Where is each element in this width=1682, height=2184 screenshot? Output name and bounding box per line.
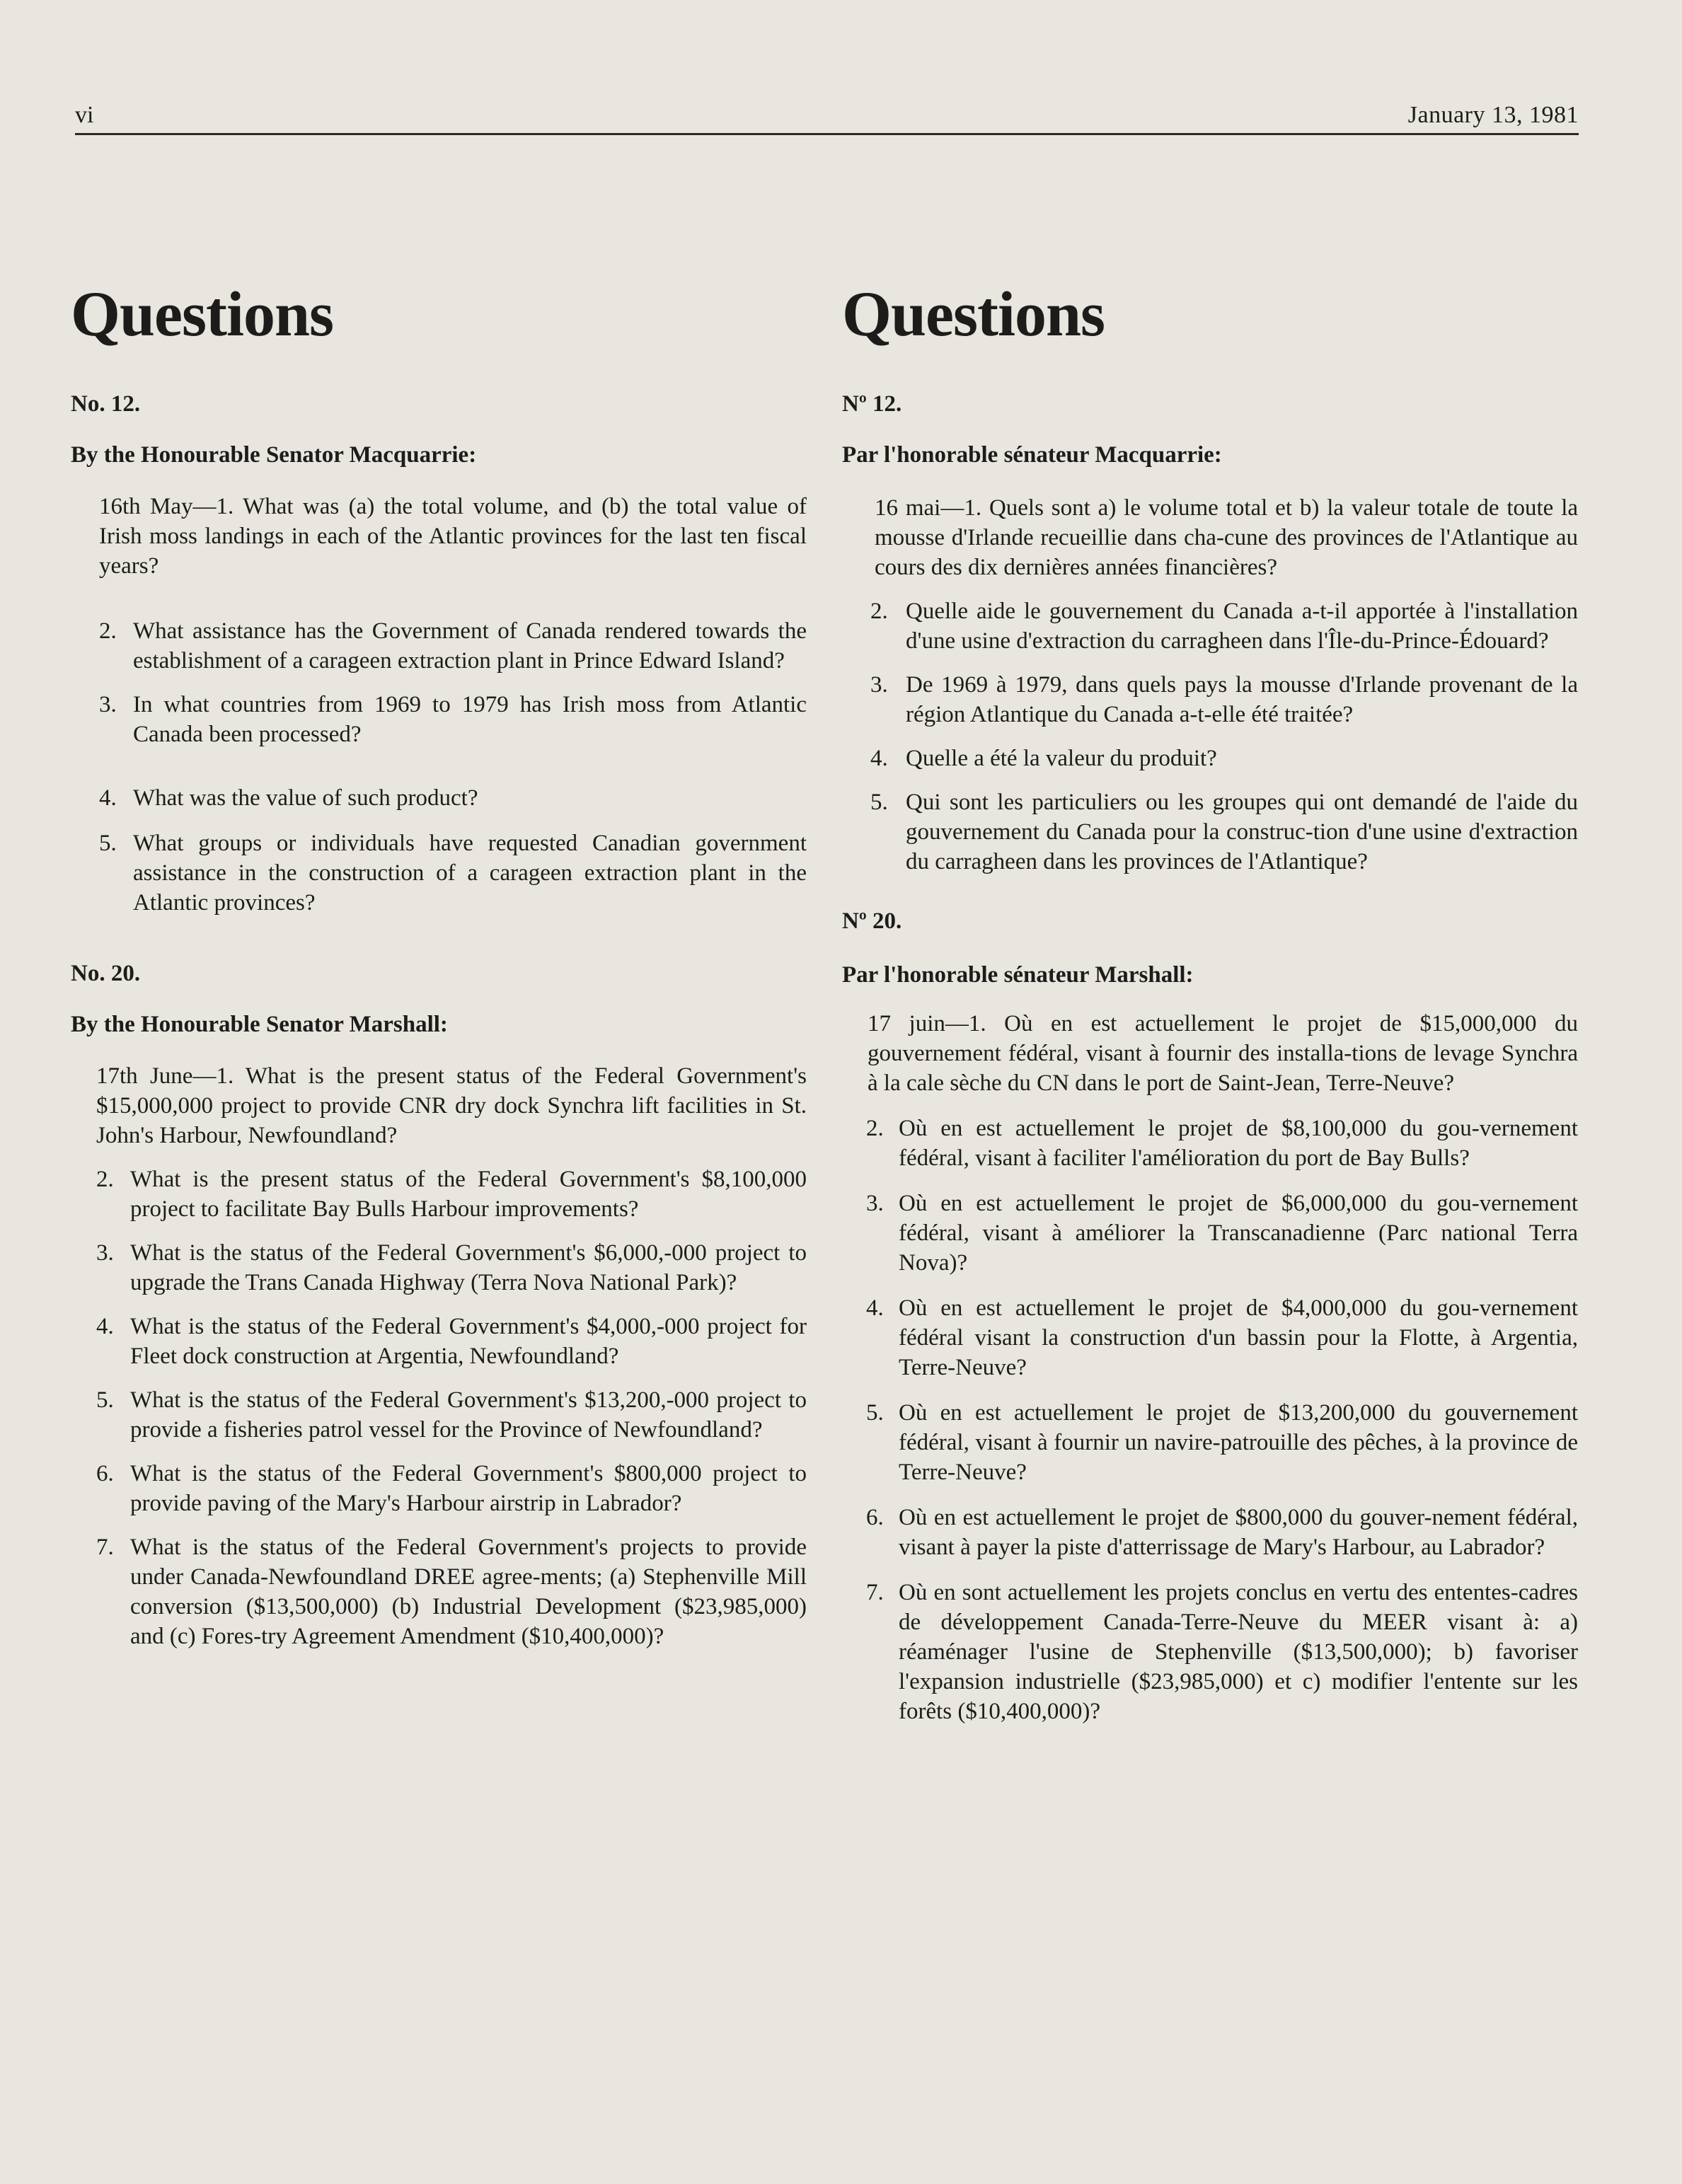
- item-text: What assistance has the Government of Canada rendered towards the establishment of a carageen extraction plant in Prince Edward Island?: [133, 618, 807, 674]
- question-item: [71, 1061, 807, 1150]
- item-text: What is the status of the Federal Government's $800,000 project to provide paving of the Mary's Harbour airstrip in Labrador?: [130, 1461, 807, 1517]
- item-text: Quels sont a) le volume total et b) la valeur totale de toute la mousse d'Irlande recueillie dans cha-cune des provinces de l'Atlantique au cours des dix dernières années financières?: [875, 495, 1579, 581]
- item-text: In what countries from 1969 to 1979 has Irish moss from Atlantic Canada been processed?: [133, 692, 807, 748]
- item-number: 4.: [99, 785, 117, 811]
- question-item: [842, 596, 1578, 656]
- item-number: 2.: [870, 599, 888, 625]
- question-item: [71, 1165, 807, 1224]
- item-lead: 17 juin—1.: [868, 1011, 986, 1037]
- item-text: Où en est actuellement le projet de $13,200,000 du gouvernement fédéral, visant à fournir un navire-patrouille des pêches, à la province de Terre-Neuve?: [899, 1400, 1578, 1486]
- section-title: Questions: [842, 279, 1105, 349]
- item-text: What was the value of such product?: [133, 785, 478, 811]
- item-lead: 17th June—1.: [96, 1063, 234, 1090]
- item-text: What was (a) the total volume, and (b) the total value of Irish moss landings in each of the Atlantic provinces for the last ten fiscal years?: [99, 494, 807, 579]
- item-text: De 1969 à 1979, dans quels pays la mousse d'Irlande provenant de la région Atlantique du Canada a-t-elle été traitée?: [906, 672, 1578, 728]
- item-text: What is the status of the Federal Government's $4,000,-000 project for Fleet dock construction at Argentia, Newfoundland?: [130, 1314, 807, 1370]
- asked-by: Par l'honorable sénateur Macquarrie:: [842, 441, 1222, 468]
- item-number: 2.: [96, 1167, 114, 1193]
- asked-by: Par l'honorable sénateur Marshall:: [842, 961, 1194, 988]
- item-text: What is the status of the Federal Government's $6,000,-000 project to upgrade the Trans Canada Highway (Terra Nova National Park)?: [130, 1240, 807, 1296]
- question-item: [71, 828, 807, 918]
- english-column: [71, 279, 807, 1651]
- french-column: [842, 279, 1579, 1726]
- item-number: 7.: [866, 1580, 884, 1606]
- item-number: 3.: [866, 1191, 884, 1217]
- item-text: Où en sont actuellement les projets conclus en vertu des ententes-cadres de développement Canada-Terre-Neuve du MEER visant à: a) réaménager l'usine de Stephenville ($13,500,000); b) favoriser l'expansion industrielle ($23,985,000) et c) modifier l'entente sur les forêts ($10,400,000)?: [899, 1580, 1578, 1725]
- item-text: Où en est actuellement le projet de $8,100,000 du gou-vernement fédéral, visant à faciliter l'amélioration du port de Bay Bulls?: [899, 1116, 1578, 1172]
- question-item: [71, 1238, 807, 1298]
- item-number: 3.: [99, 692, 117, 718]
- item-number: 2.: [99, 618, 117, 645]
- item-number: 2.: [866, 1116, 884, 1142]
- item-text: What is the status of the Federal Government's $13,200,-000 project to provide a fisheries patrol vessel for the Province of Newfoundland?: [130, 1387, 807, 1443]
- asked-by: By the Honourable Senator Marshall:: [71, 1011, 448, 1037]
- item-text: Où en est actuellement le projet de $6,000,000 du gou-vernement fédéral, visant à améliorer la Transcanadienne (Parc national Terra Nova)?: [899, 1191, 1578, 1276]
- question-item: [71, 1385, 807, 1445]
- item-number: 4.: [96, 1314, 114, 1340]
- item-text: What groups or individuals have requested Canadian government assistance in the construction of a carageen extraction plant in the Atlantic provinces?: [133, 831, 807, 916]
- item-number: 4.: [870, 746, 888, 772]
- item-number: 6.: [866, 1505, 884, 1531]
- question-item: [71, 1532, 807, 1651]
- item-text: Où en est actuellement le projet de $800,000 du gouver-nement fédéral, visant à payer la piste d'atterrissage de Mary's Harbour, au Labrador?: [899, 1505, 1578, 1561]
- question-item: [842, 1503, 1578, 1562]
- question-number: No. 20.: [71, 961, 141, 987]
- question-item: [71, 783, 807, 813]
- question-item: [71, 1312, 807, 1371]
- item-text: What is the present status of the Federal Government's $15,000,000 project to provide CNR dry dock Synchra lift facilities in St. John's Harbour, Newfoundland?: [96, 1063, 807, 1149]
- item-text: What is the status of the Federal Government's projects to provide under Canada-Newfoundland DREE agree-ments; (a) Stephenville Mill conversion ($13,500,000) (b) Industrial Development ($23,985,000) and (c) Fores-try Agreement Amendment ($10,400,000)?: [130, 1535, 807, 1650]
- item-text: What is the present status of the Federal Government's $8,100,000 project to facilitate Bay Bulls Harbour improvements?: [130, 1167, 807, 1223]
- item-text: Quelle aide le gouvernement du Canada a-t-il apportée à l'installation d'une usine d'extraction du carragheen dans l'Île-du-Prince-Édouard?: [906, 599, 1578, 654]
- item-number: 5.: [870, 790, 888, 816]
- item-number: 5.: [866, 1400, 884, 1426]
- question-item: [842, 1009, 1578, 1098]
- question-item: [71, 616, 807, 676]
- question-item: [71, 690, 807, 749]
- question-item: [842, 1578, 1578, 1726]
- item-number: 4.: [866, 1295, 884, 1322]
- question-item: [842, 1114, 1578, 1173]
- item-number: 6.: [96, 1461, 114, 1487]
- question-item: [842, 744, 1578, 773]
- running-header: [75, 99, 1579, 135]
- page-number: vi: [75, 102, 94, 128]
- question-item: [842, 670, 1578, 729]
- question-item: [842, 787, 1578, 877]
- question-item: [842, 1398, 1578, 1487]
- question-number: Nº 20.: [842, 908, 902, 935]
- asked-by: By the Honourable Senator Macquarrie:: [71, 441, 477, 468]
- item-number: 7.: [96, 1535, 114, 1561]
- question-item: [71, 1459, 807, 1518]
- item-number: 3.: [870, 672, 888, 698]
- question-number: Nº 12.: [842, 391, 902, 417]
- item-lead: 16 mai—1.: [875, 495, 982, 521]
- item-text: Qui sont les particuliers ou les groupes qui ont demandé de l'aide du gouvernement du Canada pour la construc-tion d'une usine d'extraction du carragheen dans les provinces de l'Atlantique?: [906, 790, 1578, 875]
- item-number: 3.: [96, 1240, 114, 1266]
- question-item: [842, 493, 1578, 582]
- header-date: January 13, 1981: [1407, 102, 1579, 128]
- question-item: [842, 1293, 1578, 1382]
- item-lead: 16th May—1.: [99, 494, 234, 520]
- section-title: Questions: [71, 279, 334, 349]
- item-number: 5.: [99, 831, 117, 857]
- item-text: Où en est actuellement le projet de $4,000,000 du gou-vernement fédéral visant la construction d'un bassin pour la Flotte, à Argentia, Terre-Neuve?: [899, 1295, 1578, 1381]
- question-item: [842, 1189, 1578, 1278]
- question-number: No. 12.: [71, 391, 141, 417]
- question-item: [71, 492, 807, 581]
- item-text: Où en est actuellement le projet de $15,000,000 du gouvernement fédéral, visant à fournir des installa-tions de levage Synchra à la cale sèche du CN dans le port de Saint-Jean, Terre-Neuve?: [868, 1011, 1579, 1097]
- item-number: 5.: [96, 1387, 114, 1414]
- item-text: Quelle a été la valeur du produit?: [906, 746, 1217, 772]
